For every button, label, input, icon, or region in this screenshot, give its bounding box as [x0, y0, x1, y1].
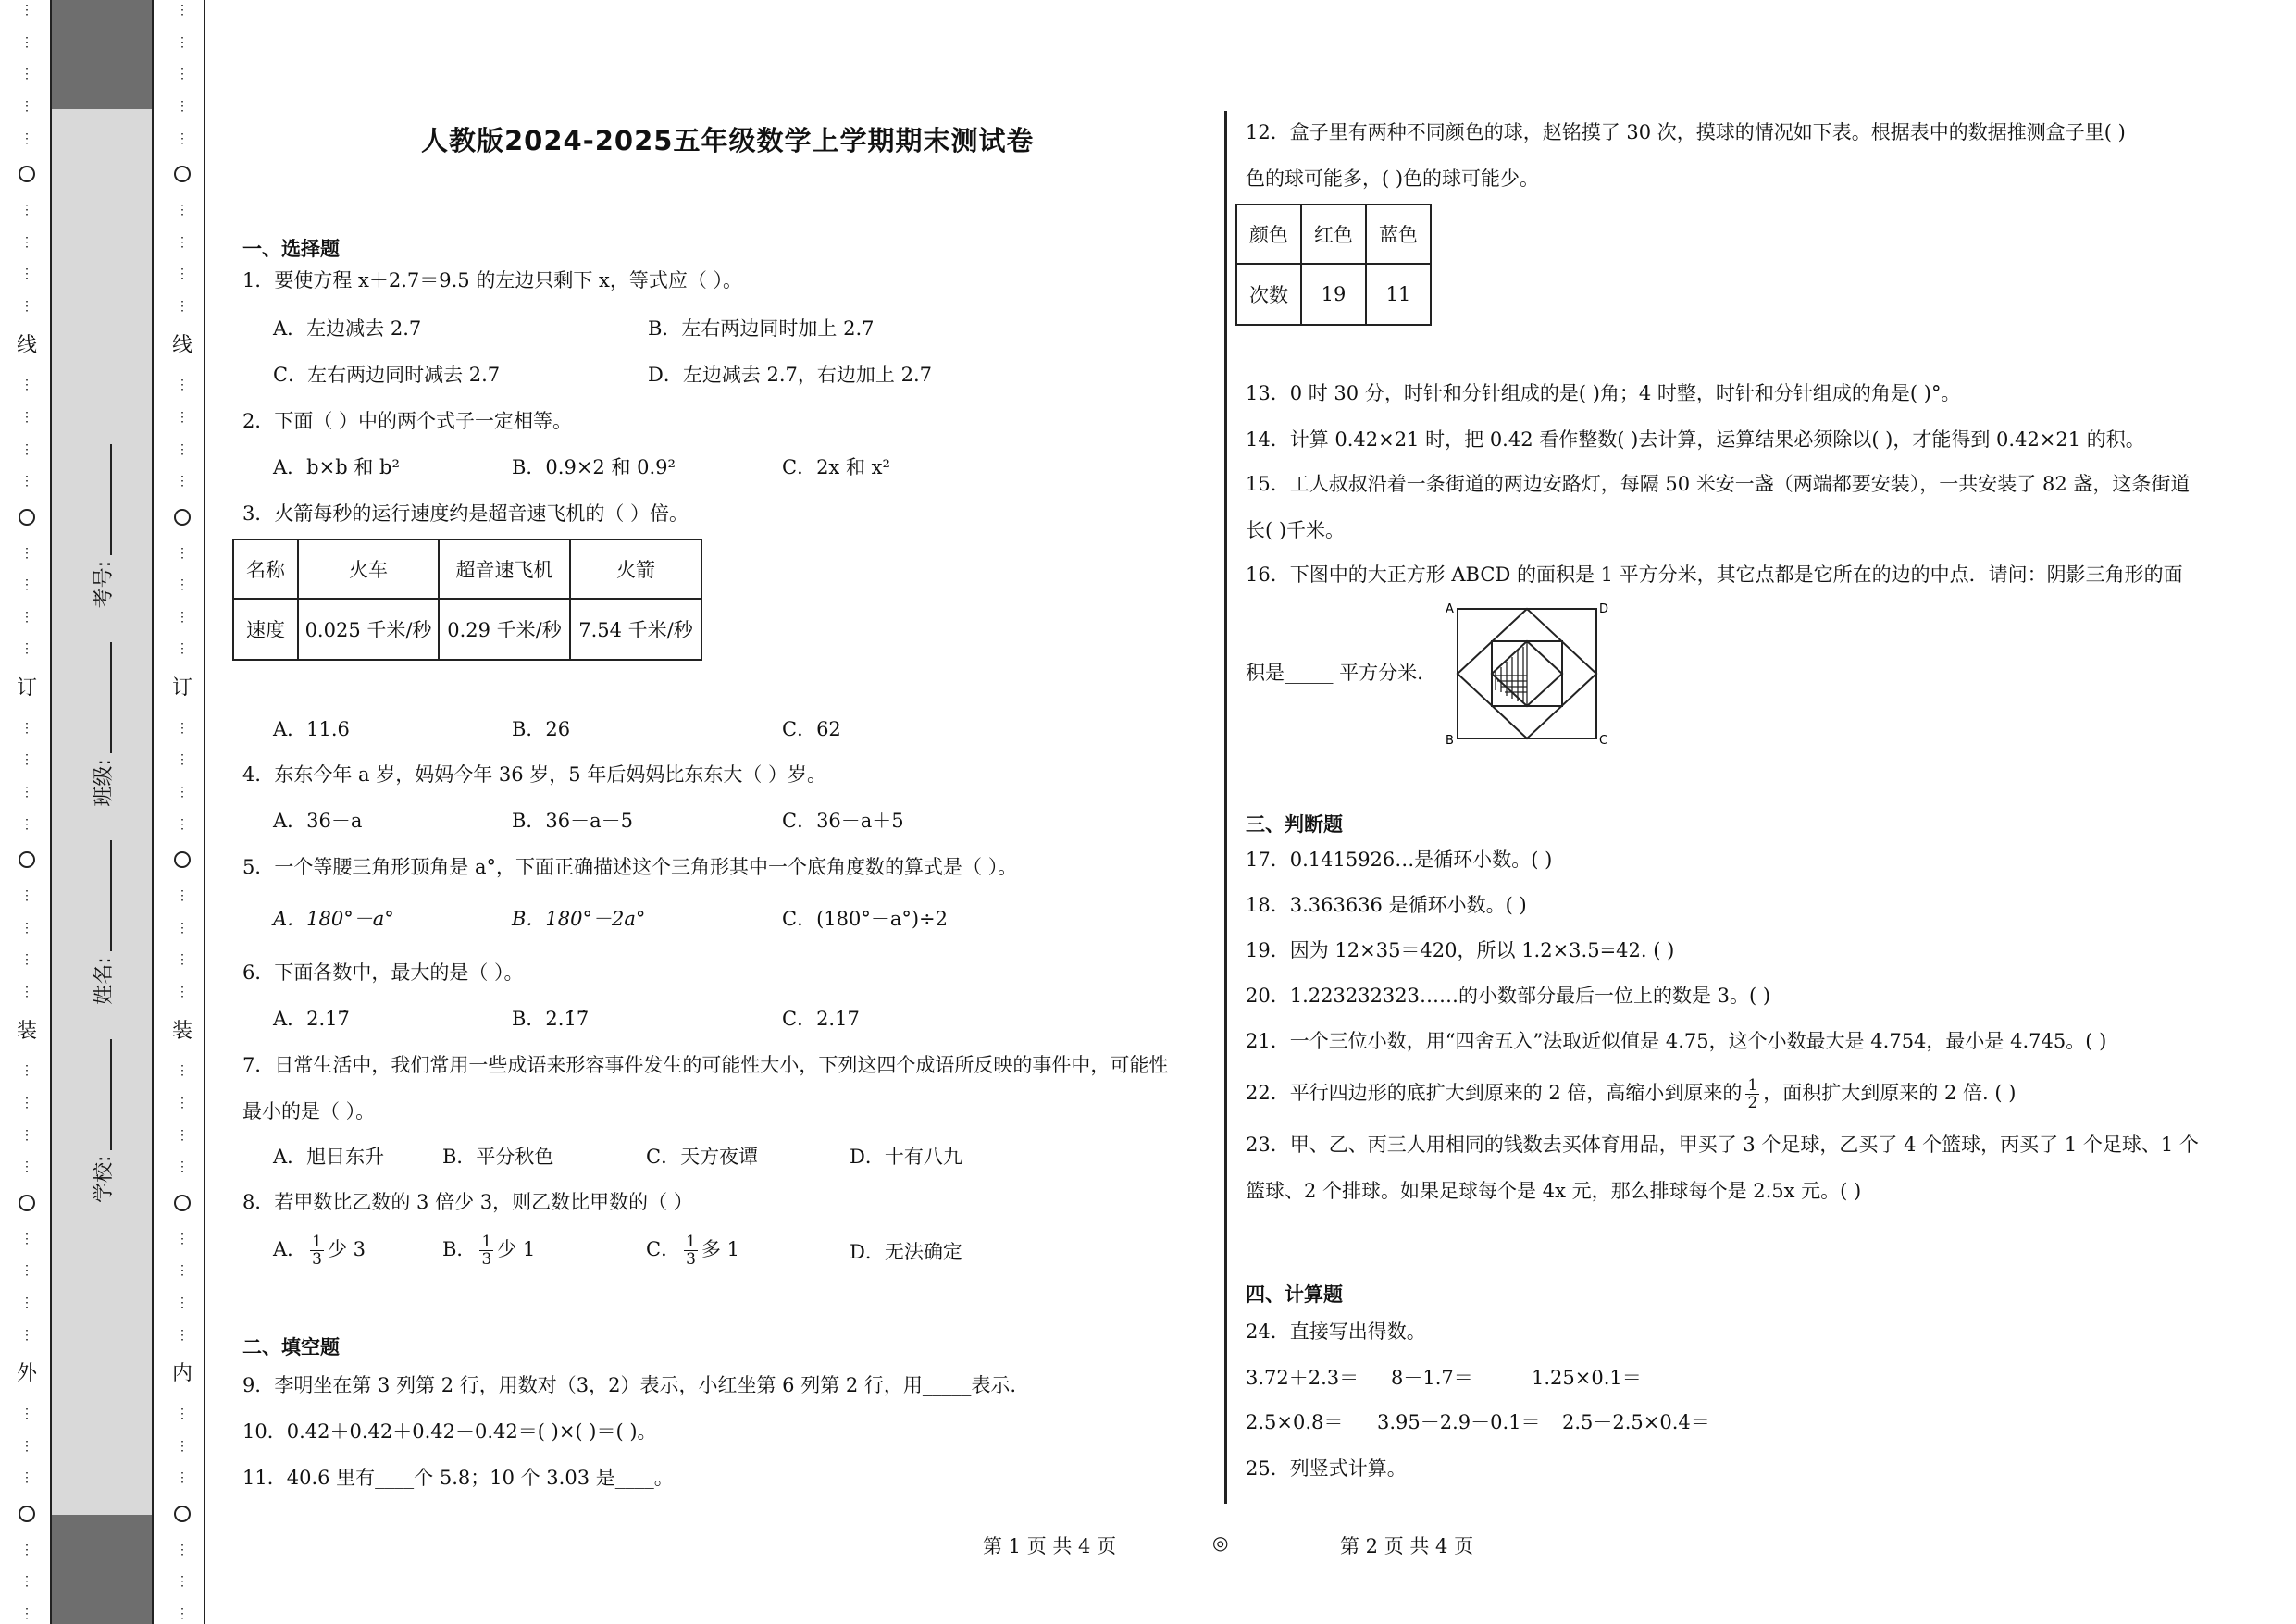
school-field[interactable]: 学校: [88, 1039, 117, 1203]
circle-mark [19, 166, 35, 182]
band-cap-bottom [52, 1515, 152, 1624]
q6-option-b[interactable]: B．2.1̇7̇ [512, 1008, 590, 1030]
section-heading-choice: 一、选择题 [242, 238, 340, 260]
q6-stem: 6．下面各数中，最大的是（ ）。 [242, 961, 524, 984]
section-heading-fill: 二、填空题 [242, 1336, 340, 1358]
q1-option-c[interactable]: C．左右两边同时减去 2.7 [273, 364, 501, 386]
circle-mark [19, 509, 35, 526]
seal-char: 线 [16, 333, 37, 357]
circle-mark [174, 166, 191, 182]
q24-stem: 24．直接写出得数。 [1246, 1320, 1426, 1343]
q7-option-d[interactable]: D．十有八九 [850, 1146, 962, 1168]
q23-line2: 篮球、2 个排球。如果足球每个是 4x 元，那么排球每个是 2.5x 元。( ) [1246, 1180, 1862, 1202]
q2-stem: 2．下面（ ）中的两个式子一定相等。 [242, 410, 573, 432]
q3-stem: 3．火箭每秒的运行速度约是超音速飞机的（ ）倍。 [242, 502, 689, 525]
q8-stem: 8．若甲数比乙数的 3 倍少 3，则乙数比甲数的（ ） [242, 1191, 693, 1213]
q19-text: 19．因为 12×35＝420，所以 1.2×3.5=42. ( ) [1246, 939, 1675, 961]
q5-stem: 5．一个等腰三角形顶角是 a°，下面正确描述这个三角形其中一个底角度数的算式是（ ）。 [242, 856, 1018, 878]
q2-option-a[interactable]: A．b×b 和 b² [273, 456, 400, 478]
q24-item: 2.5×0.8＝ [1246, 1411, 1344, 1433]
q8-option-b[interactable]: B． $\frac{1}{3}$ 少 1 [442, 1233, 536, 1269]
q18-text: 18．3.363636 是循环小数。( ) [1246, 894, 1527, 916]
q5-option-a[interactable]: A．180°－a° [273, 908, 394, 930]
circle-mark [19, 1506, 35, 1522]
table-cell: 0.025 千米/秒 [298, 599, 439, 660]
binding-margin [0, 0, 207, 1624]
table-cell: 红色 [1301, 205, 1366, 264]
table-cell: 超音速飞机 [439, 539, 570, 599]
q13-text: 13．0 时 30 分，时针和分针组成的是( )角；4 时整，时针和分针组成的角是( )°。 [1246, 382, 1961, 404]
q7-option-c[interactable]: C．天方夜谭 [646, 1146, 759, 1168]
q6-option-a[interactable]: A．2.17̇ [273, 1008, 350, 1030]
q3-option-c[interactable]: C．62 [782, 718, 841, 740]
vertex-label-c: C [1599, 734, 1608, 748]
table-cell: 名称 [233, 539, 298, 599]
seal-char: 外 [16, 1362, 37, 1386]
q4-stem: 4．东东今年 a 岁，妈妈今年 36 岁，5 年后妈妈比东东大（ ）岁。 [242, 763, 827, 786]
seal-char: 订 [171, 676, 192, 700]
q4-option-c[interactable]: C．36－a＋5 [782, 810, 904, 832]
q22-text: 22．平行四边形的底扩大到原来的 2 倍，高缩小到原来的 $\frac{1}{2}$ ，面积扩大到原来的 2 倍. ( ) [1246, 1076, 2017, 1112]
q4-option-b[interactable]: B．36－a－5 [512, 810, 634, 832]
column-divider [1224, 111, 1227, 1504]
vertex-label-d: D [1599, 602, 1609, 616]
q24-item: 1.25×0.1＝ [1532, 1367, 1642, 1389]
table-cell: 次数 [1236, 264, 1301, 325]
q24-item: 3.95－2.9－0.1＝ [1377, 1411, 1541, 1433]
q6-option-c[interactable]: C．2.17 [782, 1008, 860, 1030]
q1-option-b[interactable]: B．左右两边同时加上 2.7 [648, 317, 875, 340]
q16-line2: 积是_____ 平方分米. [1246, 662, 1423, 684]
name-field[interactable]: 姓名: [88, 840, 117, 1004]
q12-line2: 色的球可能多，( )色的球可能少。 [1246, 167, 1540, 190]
page-number-right: 第 2 页 共 4 页 [1340, 1535, 1474, 1557]
table-cell: 颜色 [1236, 205, 1301, 264]
seal-char: 订 [16, 676, 37, 700]
table-cell: 速度 [233, 599, 298, 660]
outer-seal-line: ⋮ ⋮ ⋮ ⋮ ⋮ ⋮ ⋮ ⋮ ⋮ 线 ⋮ ⋮ ⋮ ⋮ ⋮ ⋮ ⋮ ⋮ 订 ⋮ ⋮ ⋮ ⋮ ⋮ ⋮ ⋮ ⋮ 装 ⋮ ⋮ ⋮ ⋮ ⋮ ⋮ ⋮ ⋮ 外 ⋮ ⋮ ⋮ ⋮ ⋮ ⋮ [16, 3, 37, 1621]
table-cell: 7.54 千米/秒 [570, 599, 701, 660]
q3-option-a[interactable]: A．11.6 [273, 718, 350, 740]
inner-seal-line: ⋮ ⋮ ⋮ ⋮ ⋮ ⋮ ⋮ ⋮ ⋮ 线 ⋮ ⋮ ⋮ ⋮ ⋮ ⋮ ⋮ ⋮ 订 ⋮ ⋮ ⋮ ⋮ ⋮ ⋮ ⋮ ⋮ 装 ⋮ ⋮ ⋮ ⋮ ⋮ ⋮ ⋮ ⋮ 内 ⋮ ⋮ ⋮ ⋮ ⋮ ⋮ [171, 3, 192, 1621]
q7-option-b[interactable]: B．平分秋色 [442, 1146, 554, 1168]
table-cell: 0.29 千米/秒 [439, 599, 570, 660]
circle-mark [174, 509, 191, 526]
fraction: $\frac{1}{3}$ [312, 1233, 322, 1269]
q15-line2: 长( )千米。 [1246, 519, 1346, 541]
student-info-fields [56, 444, 148, 1203]
q3-speed-table [232, 539, 702, 661]
q5-option-c[interactable]: C．(180°－a°)÷2 [782, 908, 949, 930]
q23-line1: 23．甲、乙、丙三人用相同的钱数去买体育用品，甲买了 3 个足球，乙买了 4 个篮球，丙买了 1 个足球、1 个 [1246, 1134, 2199, 1156]
q20-text: 20．1.223232323……的小数部分最后一位上的数是 3。( ) [1246, 985, 1771, 1007]
q1-option-d[interactable]: D．左边减去 2.7，右边加上 2.7 [648, 364, 932, 386]
q2-option-c[interactable]: C．2x 和 x² [782, 456, 890, 478]
vertex-label-b: B [1446, 734, 1454, 748]
q15-line1: 15．工人叔叔沿着一条街道的两边安路灯，每隔 50 米安一盏（两端都要安装），一共安装了 82 盏，这条街道 [1246, 473, 2191, 495]
table-cell: 19 [1301, 264, 1366, 325]
q7-stem-line2: 最小的是（ ）。 [242, 1100, 376, 1122]
q7-stem-line1: 7．日常生活中，我们常用一些成语来形容事件发生的可能性大小，下列这四个成语所反映的事件中，可能性 [242, 1054, 1169, 1076]
seal-char: 内 [171, 1362, 192, 1386]
footer-center-mark: ◎ [1212, 1531, 1229, 1554]
margin-border-line [204, 0, 205, 1624]
q25-text: 25．列竖式计算。 [1246, 1457, 1407, 1480]
section-heading-calc: 四、计算题 [1246, 1283, 1343, 1306]
fraction: $\frac{1}{2}$ [1747, 1076, 1758, 1112]
exam-title: 人教版2024-2025五年级数学上学期期末测试卷 [421, 125, 1035, 156]
page-number-left: 第 1 页 共 4 页 [983, 1535, 1117, 1557]
seal-char: 线 [171, 333, 192, 357]
q12-line1: 12．盒子里有两种不同颜色的球，赵铭摸了 30 次，摸球的情况如下表。根据表中的数据推测盒子里( ) [1246, 121, 2126, 143]
seal-char: 装 [16, 1019, 37, 1043]
circle-mark [174, 1506, 191, 1522]
q11-text: 11．40.6 里有____个 5.8；10 个 3.03 是____。 [242, 1467, 674, 1489]
section-heading-judge: 三、判断题 [1246, 813, 1343, 836]
q10-text: 10．0.42＋0.42＋0.42＋0.42＝( )×( )＝( )。 [242, 1420, 657, 1443]
table-cell: 火箭 [570, 539, 701, 599]
circle-mark [174, 851, 191, 868]
band-cap-top [52, 0, 152, 109]
q1-option-a[interactable]: A．左边减去 2.7 [273, 317, 422, 340]
q8-option-c[interactable]: C． $\frac{1}{3}$ 多 1 [646, 1233, 739, 1269]
table-cell: 蓝色 [1366, 205, 1431, 264]
seal-char: 装 [171, 1019, 192, 1043]
table-cell: 11 [1366, 264, 1431, 325]
q14-text: 14．计算 0.42×21 时，把 0.42 看作整数( )去计算，运算结果必须除以( )，才能得到 0.42×21 的积。 [1246, 428, 2145, 451]
q9-text: 9．李明坐在第 3 列第 2 行，用数对（3，2）表示，小红坐第 6 列第 2 行，用_____表示. [242, 1374, 1017, 1396]
q3-option-b[interactable]: B．26 [512, 718, 571, 740]
circle-mark [174, 1195, 191, 1211]
class-field[interactable]: 班级: [88, 642, 117, 806]
fraction: $\frac{1}{3}$ [481, 1233, 492, 1269]
circle-mark [19, 1195, 35, 1211]
q16-line1: 16．下图中的大正方形 ABCD 的面积是 1 平方分米，其它点都是它所在的边的中点．请问：阴影三角形的面 [1246, 564, 2183, 586]
q12-ball-table [1235, 204, 1432, 326]
exam-number-field[interactable]: 考号: [88, 444, 117, 608]
q21-text: 21．一个三位小数，用“四舍五入”法取近似值是 4.75，这个小数最大是 4.754，最小是 4.745。( ) [1246, 1030, 2107, 1052]
vertex-label-a: A [1446, 602, 1454, 616]
q24-item: 3.72＋2.3＝ [1246, 1367, 1359, 1389]
q5-option-b[interactable]: B．180°－2a° [512, 908, 646, 930]
q1-stem: 1．要使方程 x＋2.7＝9.5 的左边只剩下 x，等式应（ ）。 [242, 269, 743, 291]
circle-mark [19, 851, 35, 868]
q2-option-b[interactable]: B．0.9×2 和 0.9² [512, 456, 676, 478]
q7-option-a[interactable]: A．旭日东升 [273, 1146, 385, 1168]
q24-item: 2.5－2.5×0.4＝ [1562, 1411, 1710, 1433]
table-cell: 火车 [298, 539, 439, 599]
q16-square-diagram [1444, 600, 1610, 748]
q4-option-a[interactable]: A．36－a [273, 810, 363, 832]
fraction: $\frac{1}{3}$ [686, 1233, 696, 1269]
q17-text: 17．0.1415926…是循环小数。( ) [1246, 849, 1553, 871]
q24-item: 8－1.7＝ [1391, 1367, 1473, 1389]
q8-option-d[interactable]: D．无法确定 [850, 1241, 962, 1263]
q8-option-a[interactable]: A． $\frac{1}{3}$ 少 3 [273, 1233, 366, 1269]
